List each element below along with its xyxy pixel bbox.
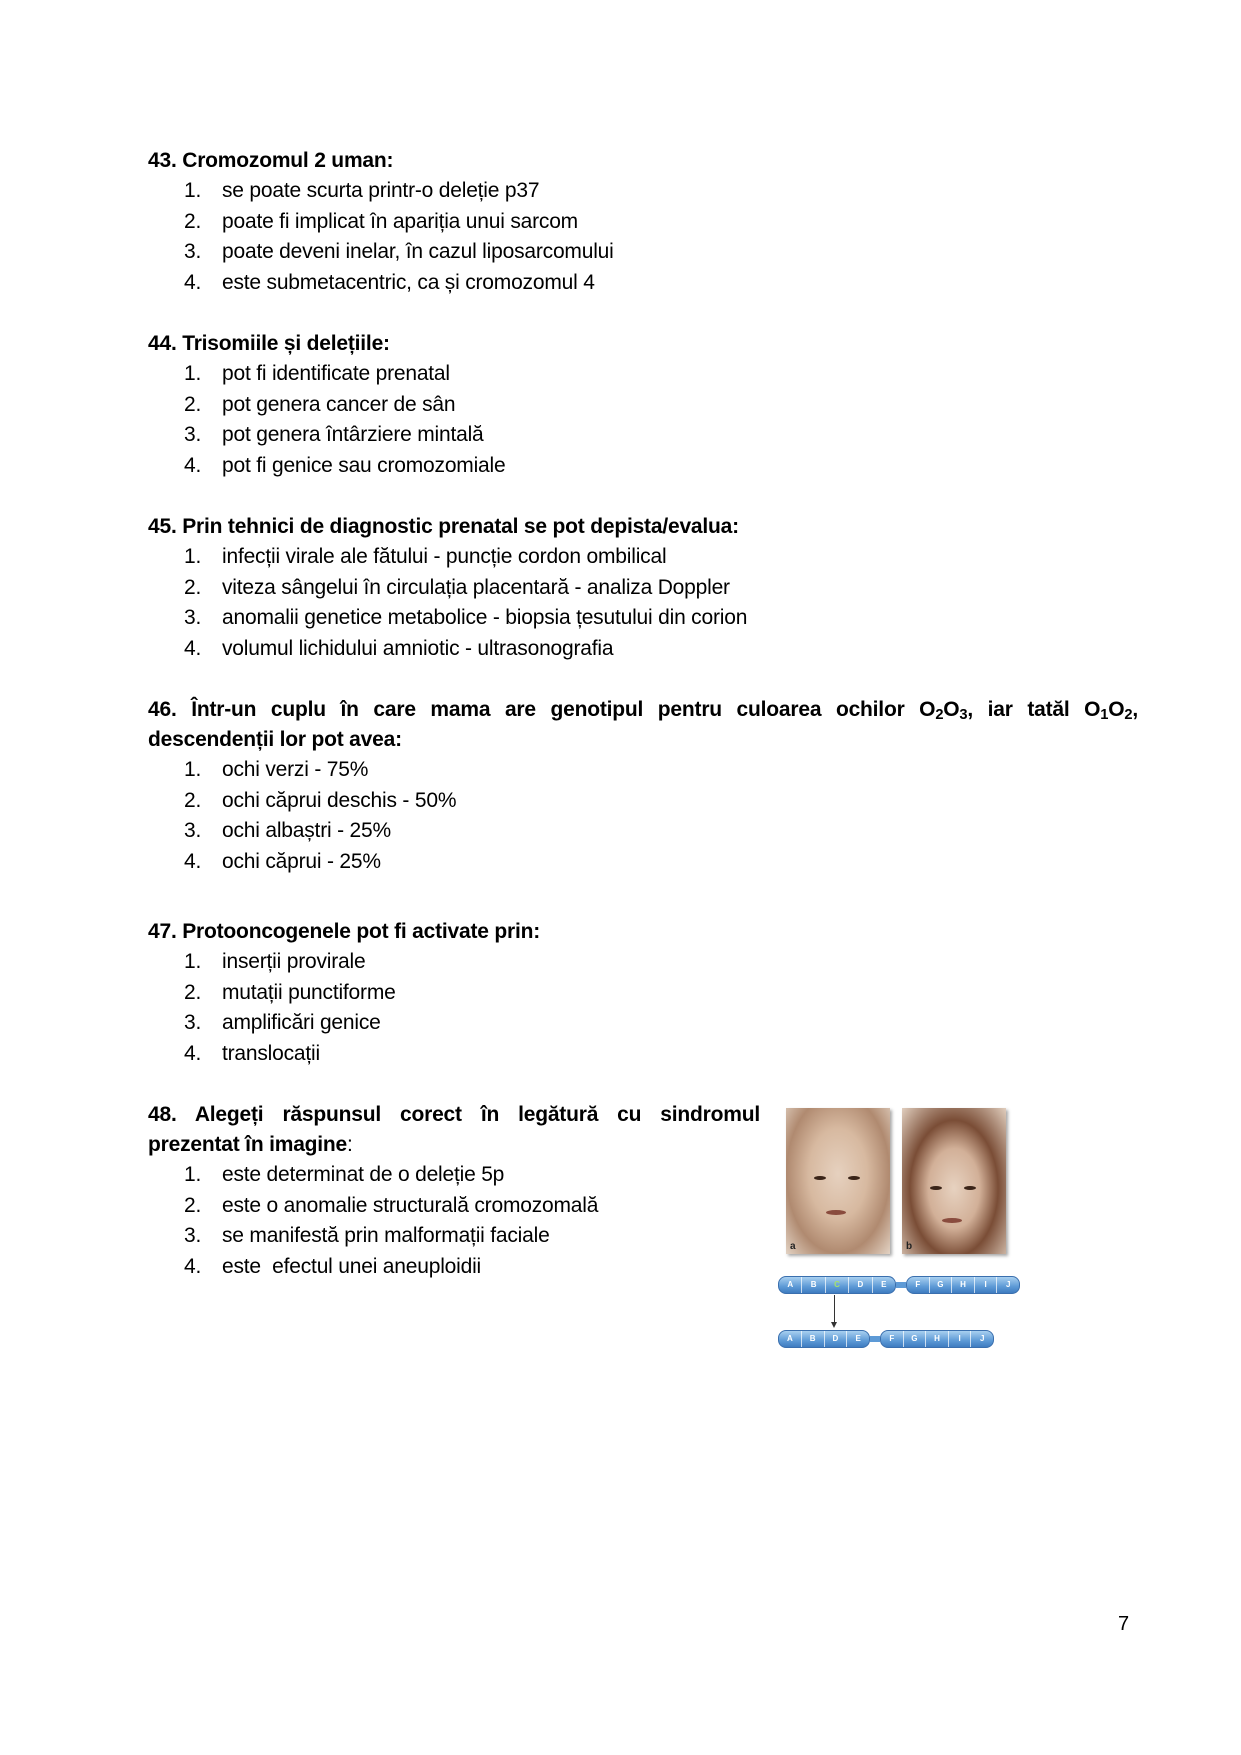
patient-photo-b <box>902 1108 1006 1254</box>
centromere <box>870 1336 880 1342</box>
options-list <box>148 1160 760 1282</box>
question-title: 46. Într-un cuplu în care mama are genotipul pentru culoarea ochilor $O_2O_3$, iar tatăl $O_1O_2$, descendenții lor pot avea: <box>148 698 1138 751</box>
option-item: 4. pot fi genice sau cromozomiale <box>184 453 506 477</box>
option-item: 2. ochi căprui deschis - 50% <box>184 788 457 812</box>
question-title: 47. Protooncogenele pot fi activate prin: <box>148 920 541 943</box>
photo-label: b <box>906 1241 913 1252</box>
question-47 <box>148 917 1138 1069</box>
options-list <box>148 542 1138 664</box>
option-item: 1. se poate scurta printr-o deleție p37 <box>184 179 540 202</box>
chromosome-deleted <box>778 1330 994 1348</box>
mouth-icon <box>942 1218 962 1223</box>
option-item: 4. ochi căprui - 25% <box>184 849 381 873</box>
option-item: 2. este o anomalie structurală cromozomală <box>184 1193 599 1217</box>
option-item: 2. poate fi implicat în apariția unui sarcom <box>184 209 578 233</box>
option-item: 3. amplificări genice <box>184 1011 381 1034</box>
question-44 <box>148 329 1138 481</box>
centromere <box>896 1282 906 1288</box>
question-48 <box>148 1100 760 1282</box>
chromosome-p-arm: A B D E <box>778 1330 870 1348</box>
page-number: 7 <box>1118 1613 1130 1635</box>
option-item: 2. mutații punctiforme <box>184 980 396 1004</box>
option-item: 3. se manifestă prin malformații faciale <box>184 1224 550 1247</box>
eye-icon <box>964 1186 976 1190</box>
options-list <box>148 755 1138 877</box>
option-item: 4. volumul lichidului amniotic - ultrasonografia <box>184 636 614 660</box>
option-item: 3. ochi albaștri - 25% <box>184 819 391 842</box>
mouth-icon <box>826 1210 846 1215</box>
option-item: 1. infecții virale ale fătului - puncție cordon ombilical <box>184 545 667 568</box>
eye-icon <box>848 1176 860 1180</box>
option-item: 4. este submetacentric, ca și cromozomul 4 <box>184 270 595 294</box>
options-list <box>148 176 1138 298</box>
question-46 <box>148 695 1138 877</box>
eye-icon <box>814 1176 826 1180</box>
option-item: 3. anomalii genetice metabolice - biopsia țesutului din corion <box>184 606 748 629</box>
option-item: 1. ochi verzi - 75% <box>184 758 369 781</box>
chromosome-normal <box>778 1276 1020 1294</box>
photo-label: a <box>790 1241 796 1252</box>
chromosome-q-arm: F G H I J <box>906 1276 1020 1294</box>
syndrome-figure <box>778 1100 1018 1350</box>
option-item: 1. pot fi identificate prenatal <box>184 362 450 385</box>
chromosome-q-arm: F G H I J <box>880 1330 994 1348</box>
option-item: 2. pot genera cancer de sân <box>184 392 456 416</box>
option-item: 4. translocații <box>184 1041 320 1065</box>
option-item: 1. este determinat de o deleție 5p <box>184 1163 505 1186</box>
option-item: 2. viteza sângelui în circulația placentară - analiza Doppler <box>184 575 730 599</box>
eye-icon <box>930 1186 942 1190</box>
question-title: 48. Alegeți răspunsul corect în legătură cu sindromul prezentat în imagine: <box>148 1103 760 1156</box>
option-item: 1. inserții provirale <box>184 950 366 973</box>
options-list <box>148 947 1138 1069</box>
option-item: 3. pot genera întârziere mintală <box>184 423 484 446</box>
chromosome-p-arm: A B C D E <box>778 1276 896 1294</box>
question-title: 44. Trisomiile și delețiile: <box>148 332 390 355</box>
option-item: 3. poate deveni inelar, în cazul liposarcomului <box>184 240 614 263</box>
option-item: 4. este efectul unei aneuploidii <box>184 1254 482 1278</box>
arrow-down-icon <box>834 1295 835 1325</box>
question-title: 43. Cromozomul 2 uman: <box>148 149 394 172</box>
arrow-head-icon <box>831 1322 837 1328</box>
question-title: 45. Prin tehnici de diagnostic prenatal se pot depista/evalua: <box>148 515 739 538</box>
question-45 <box>148 512 1138 664</box>
options-list <box>148 359 1138 481</box>
question-43 <box>148 146 1138 298</box>
patient-photo-a <box>786 1108 890 1254</box>
